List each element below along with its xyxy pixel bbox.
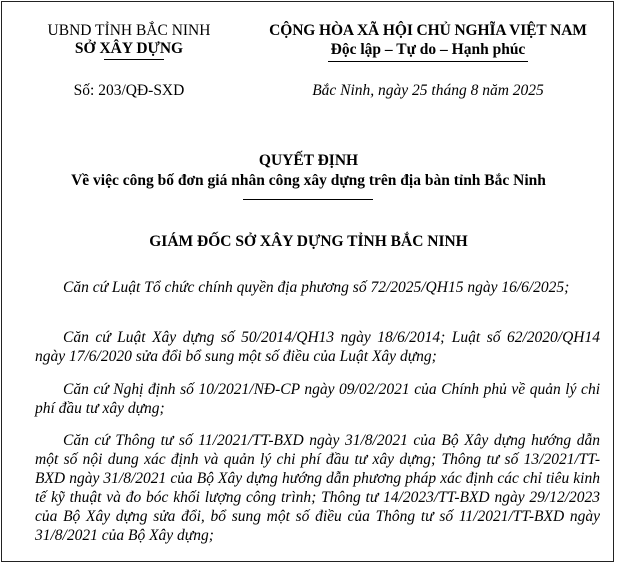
decision-title: QUYẾT ĐỊNH: [258, 152, 359, 169]
issuing-authority: GIÁM ĐỐC SỞ XÂY DỰNG TỈNH BẮC NINH: [149, 233, 468, 250]
national-motto: Độc lập – Tự do – Hạnh phúc: [330, 41, 526, 58]
department-name: SỞ XÂY DỰNG: [74, 40, 184, 57]
document-number: Số: 203/QĐ-SXD: [73, 82, 185, 99]
motto-underline: [328, 61, 528, 62]
agency-name: UBND TỈNH BẮC NINH: [47, 22, 211, 39]
preamble-paragraph: Căn cứ Nghị định số 10/2021/NĐ-CP ngày 09/02/2021 của Chính phủ về quản lý chi phí đầu tư xây dựng;: [35, 381, 600, 417]
document-page: [1, 1, 614, 562]
preamble-paragraph: Căn cứ Luật Xây dựng số 50/2014/QH13 ngày 18/6/2014; Luật số 62/2020/QH14 ngày 17/6/2020 sửa đổi bổ sung một số điều của Luật Xây dựng;: [35, 329, 600, 365]
department-underline: [104, 59, 164, 60]
preamble-paragraph: Căn cứ Luật Tổ chức chính quyền địa phương số 72/2025/QH15 ngày 16/6/2025;: [63, 279, 570, 296]
decision-subject: Về việc công bố đơn giá nhân công xây dựng trên địa bàn tỉnh Bắc Ninh: [71, 172, 546, 189]
nation-name: CỘNG HÒA XÃ HỘI CHỦ NGHĨA VIỆT NAM: [269, 22, 587, 39]
preamble-paragraph: Căn cứ Thông tư số 11/2021/TT-BXD ngày 31/8/2021 của Bộ Xây dựng hướng dẫn một số nội dung xác định và quản lý chi phí đầu tư xây dựng; Thông tư số 13/2021/TT-BXD ngày 31/8/2021 của Bộ Xây dựng hướng dẫn phương pháp xác định các chỉ tiêu kinh tế kỹ thuật và đo bóc khối lượng công trình; Thông tư 14/2023/TT-BXD ngày 29/12/2023 của Bộ Xây dựng sửa đổi, bổ sung một số điều của Thông tư số 11/2021/TT-BXD ngày 31/8/2021 của Bộ Xây dựng;: [35, 432, 600, 544]
place-and-date: Bắc Ninh, ngày 25 tháng 8 năm 2025: [312, 82, 544, 99]
subject-underline: [243, 199, 373, 200]
